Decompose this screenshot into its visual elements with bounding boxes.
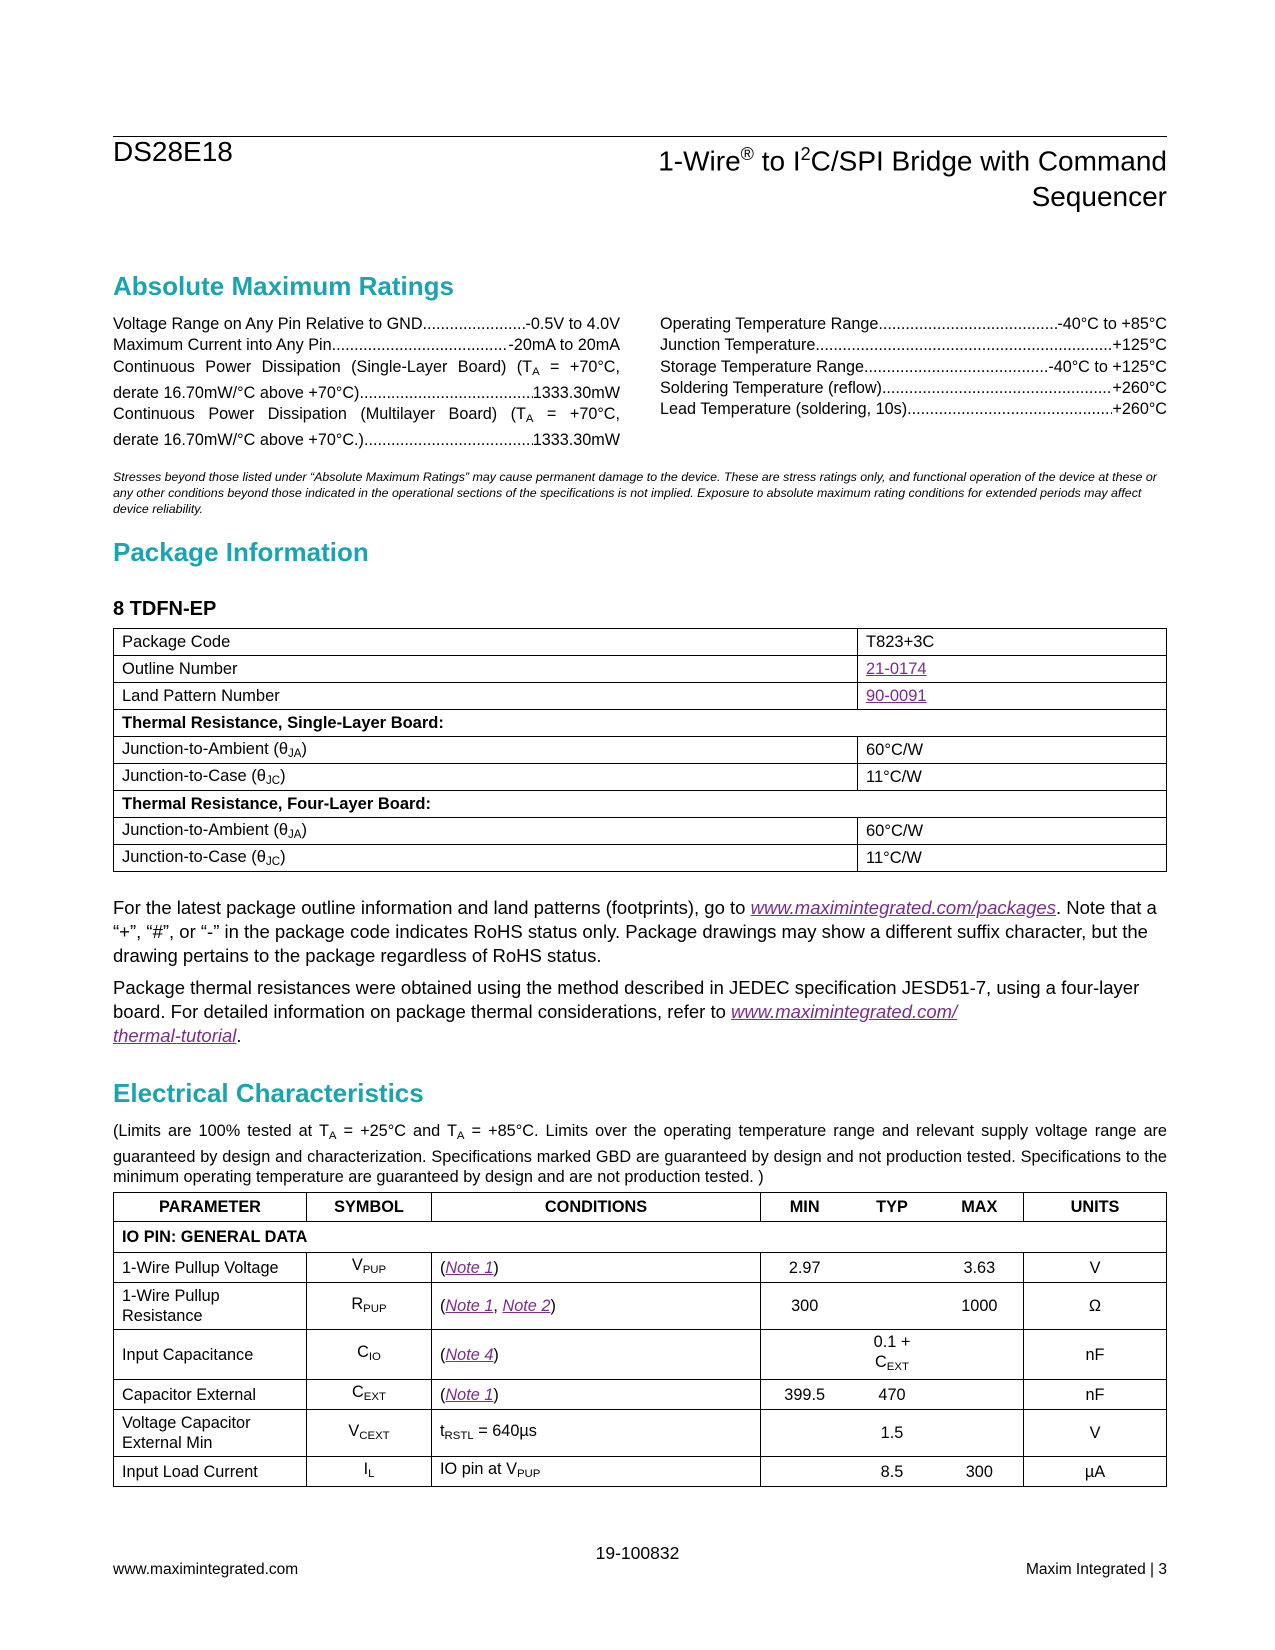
single-jc-label: Junction-to-Case $(\theta_{JC})$ (114, 764, 858, 791)
four-jc-value: 11°C/W (858, 845, 1167, 872)
pkg-heading: Package Information (113, 537, 369, 567)
symbol-cell: $C_{EXT}$ (307, 1380, 432, 1410)
stress-disclaimer: Stresses beyond those listed under “Absolute Maximum Ratings” may cause permanent damage to the device. These are stress ratings only, and functional operation of the device at these or any other conditions beyond those indicated in the operational sections of the specifications is not implied. Exposure to absolute maximum rating conditions for extended periods may affect device reliability. (113, 470, 1157, 516)
conditions-cell: (Note 1) (432, 1380, 761, 1410)
table-row (114, 1330, 1167, 1380)
param-cell: 1-Wire Pullup Voltage (114, 1253, 307, 1283)
table-row (114, 791, 1167, 818)
amr-heading: Absolute Maximum Ratings (113, 271, 454, 301)
footer-company-page: Maxim Integrated | 3 (1025, 1561, 1167, 1578)
amr-storage-temp: Storage Temperature Range ..... -40°C to +125°C (660, 357, 1167, 378)
single-ja-label: Junction-to-Ambient $(\theta_{JA})$ (114, 737, 858, 764)
outline-number-link[interactable]: 21-0174 (866, 659, 927, 678)
pkg-code-value: T823+3C (858, 629, 1167, 656)
amr-junction-temp: Junction Temperature ..... +125°C (660, 335, 1167, 356)
four-layer-heading: Thermal Resistance, Four-Layer Board: (114, 791, 1167, 818)
table-row (114, 1380, 1167, 1410)
conditions-cell: (Note 1) (432, 1253, 761, 1283)
outline-label: Outline Number (114, 656, 858, 683)
conditions-cell: IO pin at $V_{PUP}$ (432, 1457, 761, 1487)
table-row (114, 1253, 1167, 1283)
table-row (114, 1283, 1167, 1330)
ec-conditions-note: (Limits are 100% tested at $T_A = +25^\circ C$ and $T_A = +85^\circ C$. Limits over the operating temperature range and relevant supply voltage range are guaranteed by design and characterization. Specifications marked GBD are guaranteed by design and not production tested. Specifications to the minimum operating temperature are guaranteed by design and are not production tested. ) (113, 1122, 1167, 1186)
param-cell: Capacitor External (114, 1380, 307, 1410)
doc-number: 19-100832 (595, 1543, 680, 1563)
amr-power-multi-derate: derate 16.70mW/°C above +70°C.) ..... 1333.30mW (113, 430, 620, 451)
min-typ-max-cell: 399.5 470 (761, 1380, 1024, 1410)
units-cell: V (1024, 1253, 1167, 1283)
symbol-cell: $C_{IO}$ (307, 1330, 432, 1380)
symbol-cell: $V_{CEXT}$ (307, 1410, 432, 1457)
amr-max-current: Maximum Current into Any Pin ..... -20mA to 20mA (113, 335, 620, 356)
four-ja-value: 60°C/W (858, 818, 1167, 845)
table-row (114, 1457, 1167, 1487)
units-cell: µA (1024, 1457, 1167, 1487)
param-cell: Input Capacitance (114, 1330, 307, 1380)
note-2-link[interactable]: Note 2 (502, 1297, 551, 1315)
land-pattern-label: Land Pattern Number (114, 683, 858, 710)
min-typ-max-cell: 2.97 3.63 (761, 1253, 1024, 1283)
single-layer-heading: Thermal Resistance, Single-Layer Board: (114, 710, 1167, 737)
package-table (113, 628, 1167, 872)
units-cell: nF (1024, 1330, 1167, 1380)
param-cell: Input Load Current (114, 1457, 307, 1487)
table-row (114, 656, 1167, 683)
footer-website: www.maximintegrated.com (113, 1561, 299, 1578)
min-typ-max-cell: 0.1 + $C_{EXT}$ (761, 1330, 1024, 1380)
amr-right-column (660, 314, 1167, 420)
min-typ-max-cell: 8.5 300 (761, 1457, 1024, 1487)
param-cell: Voltage Capacitor External Min (114, 1410, 307, 1457)
note-4-link[interactable]: Note 4 (445, 1345, 494, 1364)
conditions-cell: $t_{RSTL} = 640\mu s$ (432, 1410, 761, 1457)
note-1-link[interactable]: Note 1 (445, 1258, 494, 1277)
amr-lead-temp: Lead Temperature (soldering, 10s) ..... +260°C (660, 399, 1167, 420)
amr-power-single: Continuous Power Dissipation (Single-Layer Board) ($T_A = +70^\circ C$, (113, 357, 620, 378)
table-header-row (114, 1193, 1167, 1222)
table-row (114, 764, 1167, 791)
pkg-subheading: 8 TDFN-EP (113, 598, 217, 620)
thermal-paragraph: Package thermal resistances were obtained using the method described in JEDEC specification JESD51-7, using a four-layer board. For detailed information on package thermal considerations, refer to www.maximintegrated.com/ thermal-tutorial. (113, 977, 1140, 1046)
min-typ-max-cell: 1.5 (761, 1410, 1024, 1457)
col-symbol: SYMBOL (307, 1193, 432, 1222)
units-cell: Ω (1024, 1283, 1167, 1330)
amr-power-single-derate: derate 16.70mW/°C above +70°C) ..... 1333.30mW (113, 383, 620, 404)
part-number: DS28E18 (113, 136, 233, 167)
col-parameter: PARAMETER (114, 1193, 307, 1222)
min-typ-max-cell: 300 1000 (761, 1283, 1024, 1330)
ec-heading: Electrical Characteristics (113, 1078, 424, 1108)
table-row (114, 1222, 1167, 1253)
packages-link[interactable]: www.maximintegrated.com/packages (750, 897, 1056, 918)
col-conditions: CONDITIONS (432, 1193, 761, 1222)
amr-voltage-range: Voltage Range on Any Pin Relative to GND ..... -0.5V to 4.0V (113, 314, 620, 335)
amr-power-multi: Continuous Power Dissipation (Multilayer Board) ($T_A = +70^\circ C$, (113, 405, 620, 426)
conditions-cell: (Note 4) (432, 1330, 761, 1380)
table-row (114, 737, 1167, 764)
amr-left-column (113, 314, 620, 452)
amr-operating-temp: Operating Temperature Range ..... -40°C to +85°C (660, 314, 1167, 335)
table-row (114, 818, 1167, 845)
col-min-typ-max: MIN TYP MAX (761, 1193, 1024, 1222)
land-pattern-link[interactable]: 90-0091 (866, 686, 927, 705)
package-outline-paragraph: For the latest package outline information and land patterns (footprints), go to www.maximintegrated.com/packages. Note that a “+”, “#”, or “-” in the package code indicates RoHS status only. Package drawings may show a different suffix character, but the drawing pertains to the package regardless of RoHS status. (113, 897, 1157, 966)
single-ja-value: 60°C/W (858, 737, 1167, 764)
electrical-characteristics-table (113, 1192, 1167, 1487)
note-1-link[interactable]: Note 1 (445, 1297, 494, 1315)
four-ja-label: Junction-to-Ambient $(\theta_{JA})$ (114, 818, 858, 845)
table-row (114, 710, 1167, 737)
thermal-tutorial-link[interactable]: www.maximintegrated.com/ thermal-tutorial (113, 1001, 958, 1046)
units-cell: nF (1024, 1380, 1167, 1410)
single-jc-value: 11°C/W (858, 764, 1167, 791)
four-jc-label: Junction-to-Case $(\theta_{JC})$ (114, 845, 858, 872)
pkg-code-label: Package Code (114, 629, 858, 656)
units-cell: V (1024, 1410, 1167, 1457)
section-io-pin: IO PIN: GENERAL DATA (114, 1222, 1167, 1253)
col-units: UNITS (1024, 1193, 1167, 1222)
table-row (114, 683, 1167, 710)
table-row (114, 845, 1167, 872)
table-row (114, 629, 1167, 656)
symbol-cell: $R_{PUP}$ (307, 1283, 432, 1330)
table-row (114, 1410, 1167, 1457)
document-title: 1-Wire® to $I^2C$/SPI Bridge with Command Sequencer (658, 144, 1167, 213)
conditions-cell: (Note 1, Note 2) (432, 1283, 761, 1330)
symbol-cell: $I_L$ (307, 1457, 432, 1487)
param-cell: 1-Wire Pullup Resistance (114, 1283, 307, 1330)
note-1-link[interactable]: Note 1 (445, 1385, 494, 1404)
symbol-cell: $V_{PUP}$ (307, 1253, 432, 1283)
amr-soldering-temp: Soldering Temperature (reflow) ..... +260°C (660, 378, 1167, 399)
